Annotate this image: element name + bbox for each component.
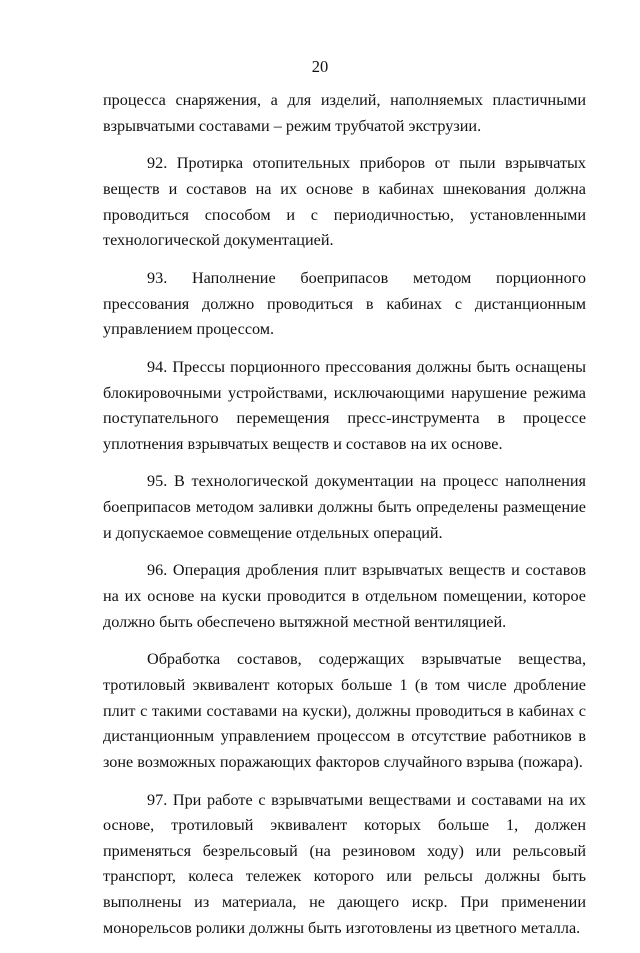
document-body xyxy=(103,88,586,953)
page-number: 20 xyxy=(311,57,329,76)
paragraph-item-97: 97. При работе с взрывчатыми веществами и составами на их основе, тротиловый эквивалент которых больше 1, должен применяться безрельсовый (на резиновом ходу) или рельсовый транспорт, колеса тележек которого или рельсы должны быть выполнены из материала, не дающего искр. При применении монорельсов ролики должны быть изготовлены из цветного металла. xyxy=(103,790,586,937)
paragraph-item-96: 96. Операция дробления плит взрывчатых веществ и составов на их основе на куски проводится в отдельном помещении, которое должно быть обеспечено вытяжной местной вентиляцией. xyxy=(103,561,586,631)
paragraph-item-96-continued: Обработка составов, содержащих взрывчатые вещества, тротиловый эквивалент которых больше 1 (в том числе дробление плит с такими составами на куски), должны проводиться в кабинах с дистанционным управлением процессом в отсутствие работников в зоне возможных поражающих факторов случайного взрыва (пожара). xyxy=(103,650,586,771)
paragraph-continuation: процесса снаряжения, а для изделий, наполняемых пластичными взрывчатыми составами – режим трубчатой экструзии. xyxy=(103,91,586,135)
paragraph-item-95: 95. В технологической документации на процесс наполнения боеприпасов методом заливки должны быть определены размещение и допускаемое совмещение отдельных операций. xyxy=(103,472,586,542)
paragraph-item-92: 92. Протирка отопительных приборов от пыли взрывчатых веществ и составов на их основе в кабинах шнекования должна проводиться способом и с периодичностью, установленными технологической документацией. xyxy=(103,154,586,250)
paragraph-item-94: 94. Прессы порционного прессования должны быть оснащены блокировочными устройствами, исключающими нарушение режима поступательного перемещения пресс-инструмента в процессе уплотнения взрывчатых веществ и составов на их основе. xyxy=(103,357,586,453)
paragraph-item-93: 93. Наполнение боеприпасов методом порционного прессования должно проводиться в кабинах с дистанционным управлением процессом. xyxy=(103,268,586,339)
